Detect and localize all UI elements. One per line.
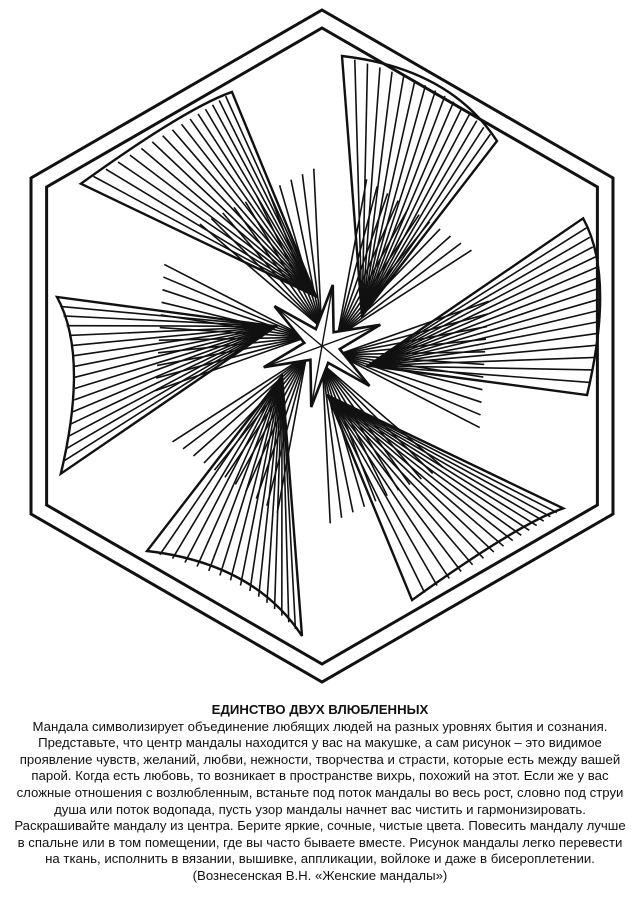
caption-line: Раскрашивайте мандалу из центра. Берите яркие, сочные, чистые цвета. Повесить мандалу лучше <box>14 818 626 834</box>
caption-block <box>10 702 630 885</box>
fan-line <box>328 396 529 531</box>
caption-title: ЕДИНСТВО ДВУХ ВЛЮБЛЕННЫХ <box>211 702 429 717</box>
caption-line: сложные отношения с возлюбленным, встаньте под поток мандалы во весь рост, словно под струи <box>16 784 624 800</box>
fan-line <box>74 326 276 400</box>
caption-line: в спальне или в том помещении, где вы часто бываете вместе. Рисунок мандалы легко перевести <box>17 834 623 850</box>
caption-source: (Вознесенская В.Н. «Женские мандалы») <box>192 867 448 883</box>
fan-line <box>163 136 316 297</box>
fan-line <box>223 213 322 328</box>
caption-line: на ткань, исполнить в вязании, вышивке, аппликации, войлоке и даже в бисероплетении. <box>45 851 595 867</box>
caption-line: душа или поток водопада, пусть узор мандалы начнет вас чистить и гармонизировать. <box>54 801 586 817</box>
caption-line: Представьте, что центр мандалы находится у вас на макушке, а сам рисунок – это видимое <box>38 735 602 751</box>
fan-line <box>328 396 494 552</box>
fan-line <box>152 142 316 296</box>
fan-line <box>64 326 276 461</box>
caption-line: парой. Когда есть любовь, то возникает в пространстве вихрь, похожий на этот. Если же у вас <box>31 768 609 784</box>
fan-line <box>328 396 484 559</box>
fan-line <box>368 267 598 366</box>
fan-line <box>214 355 306 470</box>
caption-line: Мандала символизирует объединение любящих людей на разных уровнях бытия и сознания. <box>32 718 608 734</box>
caption-line: проявление чувств, желаний, любви, нежности, творчества и страсти, которые есть между вашей <box>19 751 621 767</box>
fan-line <box>67 326 276 327</box>
fan-line <box>362 85 426 316</box>
fan-line <box>328 396 544 521</box>
fan-line <box>362 108 462 316</box>
